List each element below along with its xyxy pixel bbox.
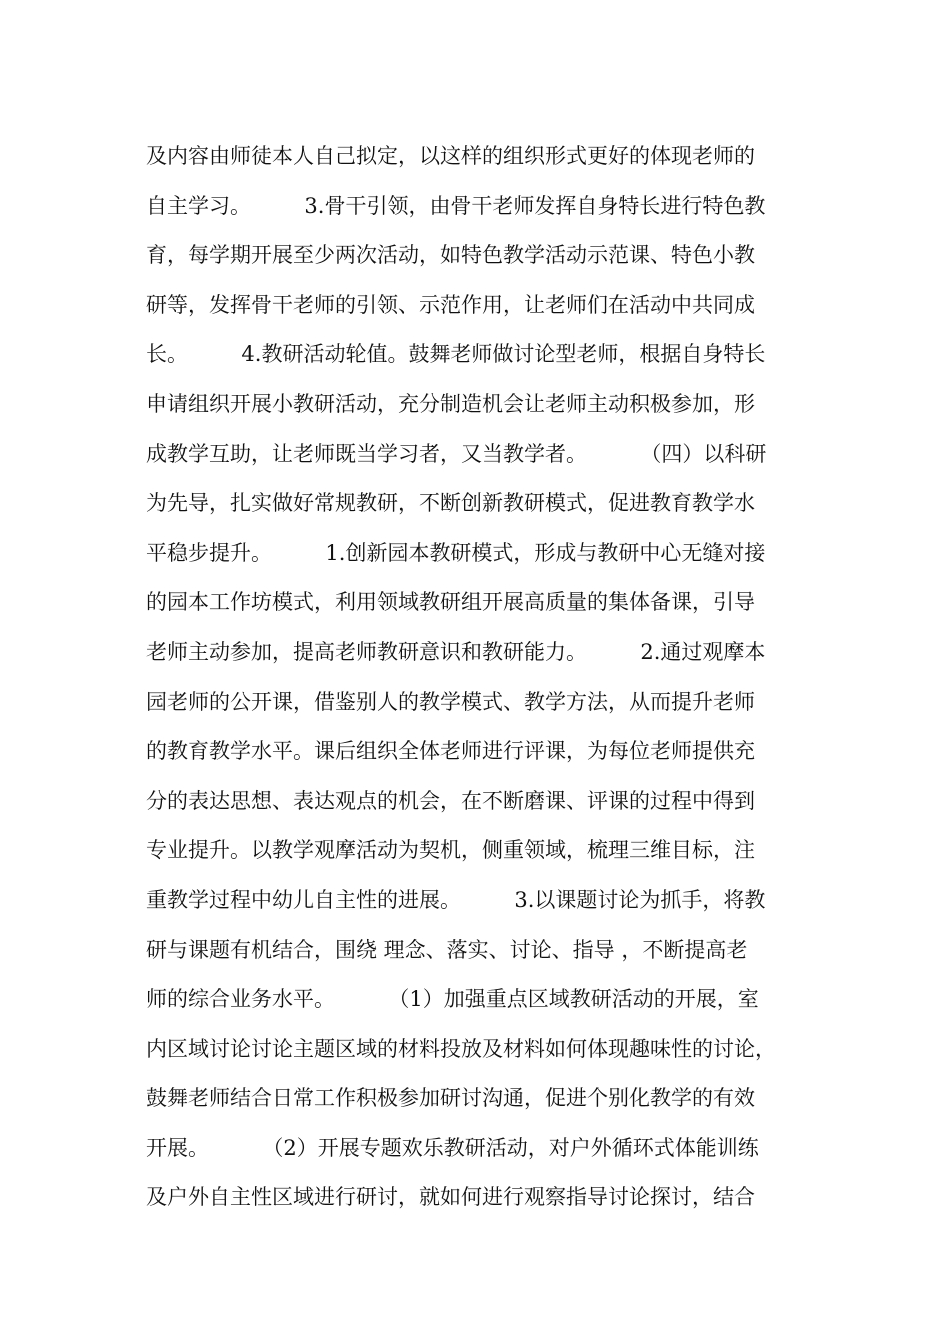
- text-line: 申请组织开展小教研活动，充分制造机会让老师主动积极参加，形: [146, 391, 755, 416]
- text-line: 专业提升。以教学观摩活动为契机，侧重领域，梳理三维目标，注: [146, 838, 755, 863]
- text-line: 开展。 （2）开展专题欢乐教研活动，对户外循环式体能训练: [146, 1135, 759, 1160]
- text-line: 自主学习。 3.骨干引领，由骨干老师发挥自身特长进行特色教: [146, 193, 766, 218]
- text-line: 为先导，扎实做好常规教研，不断创新教研模式，促进教育教学水: [146, 491, 755, 516]
- text-line: 长。 4.教研活动轮值。鼓舞老师做讨论型老师，根据自身特长: [146, 342, 766, 367]
- text-line: 重教学过程中幼儿自主性的进展。 3.以课题讨论为抓手，将教: [146, 887, 766, 912]
- text-line: 及内容由师徒本人自己拟定，以这样的组织形式更好的体现老师的: [146, 144, 755, 168]
- text-line: 老师主动参加，提高老师教研意识和教研能力。 2.通过观摩本: [146, 639, 766, 664]
- text-line: 育，每学期开展至少两次活动，如特色教学活动示范课、特色小教: [146, 243, 755, 268]
- text-line: 成教学互助，让老师既当学习者，又当教学者。 （四）以科研: [146, 441, 767, 466]
- body-text: [146, 132, 826, 1223]
- text-line: 鼓舞老师结合日常工作积极参加研讨沟通，促进个别化教学的有效: [146, 1086, 755, 1111]
- text-line: 研等，发挥骨干老师的引领、示范作用，让老师们在活动中共同成: [146, 292, 755, 317]
- text-line: 研与课题有机结合，围绕 理念、落实、讨论、指导 ，不断提高老: [146, 937, 748, 962]
- text-line: 师的综合业务水平。 （1）加强重点区域教研活动的开展，室: [146, 987, 759, 1012]
- text-line: 的教育教学水平。课后组织全体老师进行评课，为每位老师提供充: [146, 739, 755, 764]
- text-line: 分的表达思想、表达观点的机会，在不断磨课、评课的过程中得到: [146, 788, 755, 813]
- text-line: 平稳步提升。 1.创新园本教研模式，形成与教研中心无缝对接: [146, 540, 766, 565]
- text-line: 及户外自主性区域进行研讨，就如何进行观察指导讨论探讨，结合: [146, 1185, 755, 1210]
- text-line: 园老师的公开课，借鉴别人的教学模式、教学方法，从而提升老师: [146, 689, 755, 714]
- text-line: 的园本工作坊模式，利用领域教研组开展高质量的集体备课，引导: [146, 590, 755, 615]
- text-line: 内区域讨论讨论主题区域的材料投放及材料如何体现趣味性的讨论，: [146, 1036, 776, 1061]
